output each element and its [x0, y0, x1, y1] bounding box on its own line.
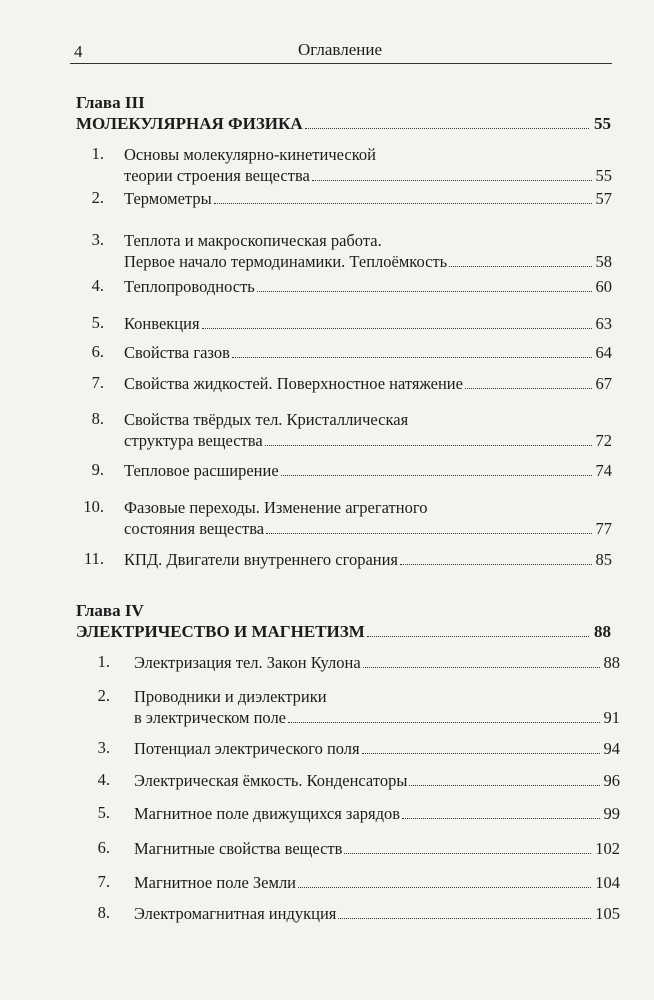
entry-body: [134, 803, 620, 824]
entry-body: [124, 409, 612, 451]
entry-page: 60: [595, 277, 612, 296]
entry-title: Электромагнитная индукция: [134, 904, 337, 923]
dot-leader: [362, 753, 600, 754]
entry-body: [134, 872, 620, 893]
entry-page: 96: [603, 771, 620, 790]
entry-number: 3.: [91, 230, 104, 249]
entry-body: [134, 903, 620, 924]
entry-title: Свойства газов: [124, 343, 230, 362]
entry-last-line: [124, 251, 612, 272]
entry-last-line: [124, 165, 612, 186]
entry-page: 67: [595, 374, 612, 393]
entry-page: 99: [603, 804, 620, 823]
entry-title: Свойства жидкостей. Поверхностное натяжение: [124, 374, 463, 393]
entry-title: теории строения вещества: [124, 166, 310, 185]
entry-page: 63: [595, 314, 612, 333]
entry-last-line: [124, 313, 612, 334]
entry-last-line: [134, 803, 620, 824]
entry-page: 94: [603, 739, 620, 758]
entry-number: 7.: [97, 872, 110, 891]
entry-number: 5.: [91, 313, 104, 332]
entry-page: 64: [595, 343, 612, 362]
dot-leader: [202, 328, 592, 329]
entry-number: 6.: [97, 838, 110, 857]
entry-body: [124, 276, 612, 297]
entry-last-line: [134, 652, 620, 673]
entry-number: 6.: [91, 342, 104, 361]
entry-title: Первое начало термодинамики. Теплоёмкость: [124, 252, 448, 271]
entry-last-line: [124, 549, 612, 570]
running-title: Оглавление: [298, 40, 382, 59]
entry-last-line: [124, 460, 612, 481]
dot-leader: [363, 667, 600, 668]
dot-leader: [281, 475, 592, 476]
entry-body: [134, 652, 620, 673]
entry-body: [134, 770, 620, 791]
chapter-title-row: [76, 622, 611, 646]
dot-leader: [402, 818, 599, 819]
entry-body: [124, 144, 612, 186]
chapter-title: ЭЛЕКТРИЧЕСТВО И МАГНЕТИЗМ: [76, 622, 365, 641]
entry-page: 57: [595, 189, 612, 208]
entry-body: [124, 188, 612, 209]
entry-number: 8.: [97, 903, 110, 922]
entry-body: [124, 230, 612, 272]
entry-line: Теплота и макроскопическая работа.: [124, 231, 382, 250]
dot-leader: [338, 918, 591, 919]
entry-body: [124, 460, 612, 481]
entry-last-line: [124, 276, 612, 297]
entry-page: 91: [603, 708, 620, 727]
dot-leader: [409, 785, 599, 786]
entry-page: 105: [595, 904, 620, 923]
entry-title: Теплопроводность: [124, 277, 255, 296]
entry-line: Основы молекулярно-кинетической: [124, 145, 376, 164]
dot-leader: [312, 180, 592, 181]
entry-title: Потенциал электрического поля: [134, 739, 360, 758]
entry-number: 5.: [97, 803, 110, 822]
entry-page: 58: [595, 252, 612, 271]
entry-number: 7.: [91, 373, 104, 392]
entry-title: Тепловое расширение: [124, 461, 279, 480]
entry-page: 77: [595, 519, 612, 538]
entry-page: 74: [595, 461, 612, 480]
entry-body: [124, 549, 612, 570]
entry-body: [134, 686, 620, 728]
entry-last-line: [134, 903, 620, 924]
chapter-label: Глава III: [76, 93, 145, 112]
entry-title: Магнитное поле движущихся зарядов: [134, 804, 401, 823]
dot-leader: [265, 445, 592, 446]
entry-number: 2.: [91, 188, 104, 207]
dot-leader: [266, 533, 591, 534]
entry-page: 102: [595, 839, 620, 858]
entry-page: 88: [603, 653, 620, 672]
dot-leader: [214, 203, 592, 204]
chapter-label: Глава IV: [76, 601, 144, 620]
entry-body: [124, 373, 612, 394]
entry-title: Электрическая ёмкость. Конденсаторы: [134, 771, 408, 790]
chapter-title-row: [76, 114, 611, 138]
dot-leader: [257, 291, 592, 292]
dot-leader: [305, 128, 589, 129]
entry-title: Магнитные свойства веществ: [134, 839, 343, 858]
entry-last-line: [124, 373, 612, 394]
dot-leader: [298, 887, 591, 888]
dot-leader: [400, 564, 591, 565]
entry-number: 8.: [91, 409, 104, 428]
entry-title: состояния вещества: [124, 519, 265, 538]
entry-last-line: [124, 188, 612, 209]
entry-number: 11.: [83, 549, 104, 568]
chapter-4-heading: [76, 600, 611, 646]
chapter-page: 88: [594, 622, 611, 641]
dot-leader: [344, 853, 591, 854]
entry-last-line: [134, 707, 620, 728]
entry-body: [134, 738, 620, 759]
dot-leader: [232, 357, 592, 358]
entry-last-line: [134, 838, 620, 859]
entry-title: Электризация тел. Закон Кулона: [134, 653, 361, 672]
entry-last-line: [124, 342, 612, 363]
entry-title: в электрическом поле: [134, 708, 287, 727]
entry-number: 4.: [91, 276, 104, 295]
entry-body: [134, 838, 620, 859]
entry-line: Проводники и диэлектрики: [134, 687, 327, 706]
entry-line: Фазовые переходы. Изменение агрегатного: [124, 498, 428, 517]
chapter-title: МОЛЕКУЛЯРНАЯ ФИЗИКА: [76, 114, 303, 133]
chapter-3-heading: [76, 92, 611, 138]
entry-number: 1.: [97, 652, 110, 671]
dot-leader: [449, 266, 591, 267]
entry-number: 1.: [91, 144, 104, 163]
entry-title: структура вещества: [124, 431, 263, 450]
entry-title: КПД. Двигатели внутреннего сгорания: [124, 550, 399, 569]
entry-last-line: [134, 738, 620, 759]
entry-number: 9.: [91, 460, 104, 479]
entry-title: Термометры: [124, 189, 212, 208]
entry-title: Магнитное поле Земли: [134, 873, 297, 892]
entry-last-line: [134, 770, 620, 791]
entry-page: 104: [595, 873, 620, 892]
chapter-page: 55: [594, 114, 611, 133]
page-number: 4: [74, 42, 83, 61]
entry-last-line: [124, 518, 612, 539]
entry-last-line: [134, 872, 620, 893]
entry-page: 55: [595, 166, 612, 185]
dot-leader: [367, 636, 589, 637]
entry-title: Конвекция: [124, 314, 200, 333]
dot-leader: [465, 388, 592, 389]
entry-page: 72: [595, 431, 612, 450]
entry-last-line: [124, 430, 612, 451]
entry-body: [124, 342, 612, 363]
entry-body: [124, 313, 612, 334]
entry-number: 10.: [83, 497, 104, 516]
dot-leader: [288, 722, 599, 723]
entry-number: 3.: [97, 738, 110, 757]
entry-number: 4.: [97, 770, 110, 789]
header-rule: [70, 63, 612, 64]
entry-body: [124, 497, 612, 539]
entry-line: Свойства твёрдых тел. Кристаллическая: [124, 410, 409, 429]
entry-page: 85: [595, 550, 612, 569]
entry-number: 2.: [97, 686, 110, 705]
